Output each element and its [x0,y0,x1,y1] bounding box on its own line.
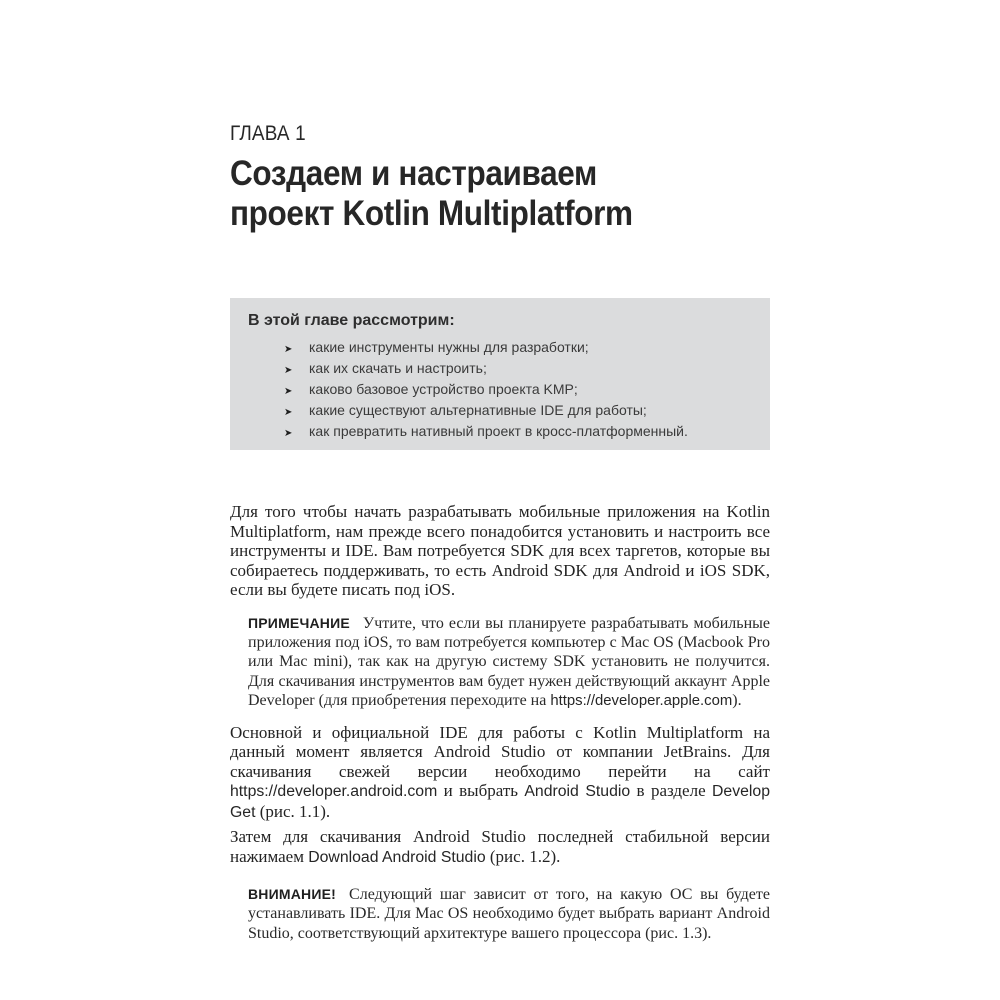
attention-block [248,885,770,943]
bullet-arrow-icon: ➤ [284,386,293,397]
overview-item-label: какие инструменты нужны для разработки; [309,339,589,355]
note-block [248,614,770,712]
text-segment: https://developer.apple.com [550,693,733,710]
text-segment: и выбрать [437,781,525,801]
overview-item [284,338,750,359]
bullet-arrow-icon: ➤ [284,428,293,439]
text-segment: ). [732,692,742,710]
overview-item-label: как их скачать и настроить; [309,360,487,376]
text-segment: Download Android Studio [308,848,486,866]
text-segment: (рис. 1.1). [255,801,331,821]
overview-item-label: какие существуют альтернативные IDE для работы; [309,402,647,418]
text-segment: Для того чтобы начать разрабатывать мобильные приложения на Kotlin Multiplatform, нам прежде всего понадобится установить и настроить все инструменты и IDE. Вам потребуется SDK для всех таргетов, которые вы собираетесь поддерживать, то есть Android SDK для Android и iOS SDK, если вы будете писать под iOS. [230,502,770,599]
text-segment: Android Studio [524,783,631,801]
chapter-title [230,154,716,234]
text-segment: Develop Get [230,783,770,821]
chapter-heading-group [230,121,716,234]
paragraph-intro [230,502,770,600]
bullet-arrow-icon: ➤ [284,407,293,418]
bullet-arrow-icon: ➤ [284,365,293,376]
paragraph-download [230,827,770,867]
text-segment: Следующий шаг зависит от того, на какую ОС вы будете устанавливать IDE. Для Mac OS необходимо будет выбрать вариант Android Studio, соответствующий архитектуре вашего процессора (рис. 1.3). [248,886,770,942]
overview-item-label: каково базовое устройство проекта KMP; [309,381,578,397]
chapter-label: ГЛАВА 1 [230,122,306,145]
chapter-overview-box [230,298,770,450]
overview-list [284,338,750,443]
overview-item [284,422,750,443]
text-column [230,0,770,943]
overview-item [284,401,750,422]
chapter-title-line-2: проект Kotlin Multiplatform [230,194,633,233]
chapter-title-line-1: Создаем и настраиваем [230,154,597,193]
text-segment: (рис. 1.2). [485,846,561,866]
overview-item [284,359,750,380]
text-segment: Учтите, что если вы планируете разрабатывать мобильные приложения под iOS, то вам потребуется компьютер с Mac OS (Macbook Pro или Mac mini), так как на другую систему SDK установить не получится. Для скачивания инструментов вам будет нужен действующий аккаунт Apple Developer (для приобретения переходите на [248,614,770,710]
text-segment: https://developer.android.com [230,783,438,801]
overview-item-label: как превратить нативный проект в кросс-платформенный. [309,423,688,439]
bullet-arrow-icon: ➤ [284,344,293,355]
attention-label: ВНИМАНИЕ! [248,886,337,903]
note-label: ПРИМЕЧАНИЕ [248,614,350,631]
overview-heading: В этой главе рассмотрим: [248,312,455,329]
text-segment: в разделе [630,781,713,801]
paragraph-ide [230,723,770,823]
text-segment: Затем для скачивания Android Studio последней стабильной версии нажимаем [230,827,770,866]
text-segment: Основной и официальной IDE для работы с Kotlin Multiplatform на данный момент является Android Studio от компании JetBrains. Для скачивания свежей версии необходимо перейти на сайт [230,722,770,781]
overview-item [284,380,750,401]
